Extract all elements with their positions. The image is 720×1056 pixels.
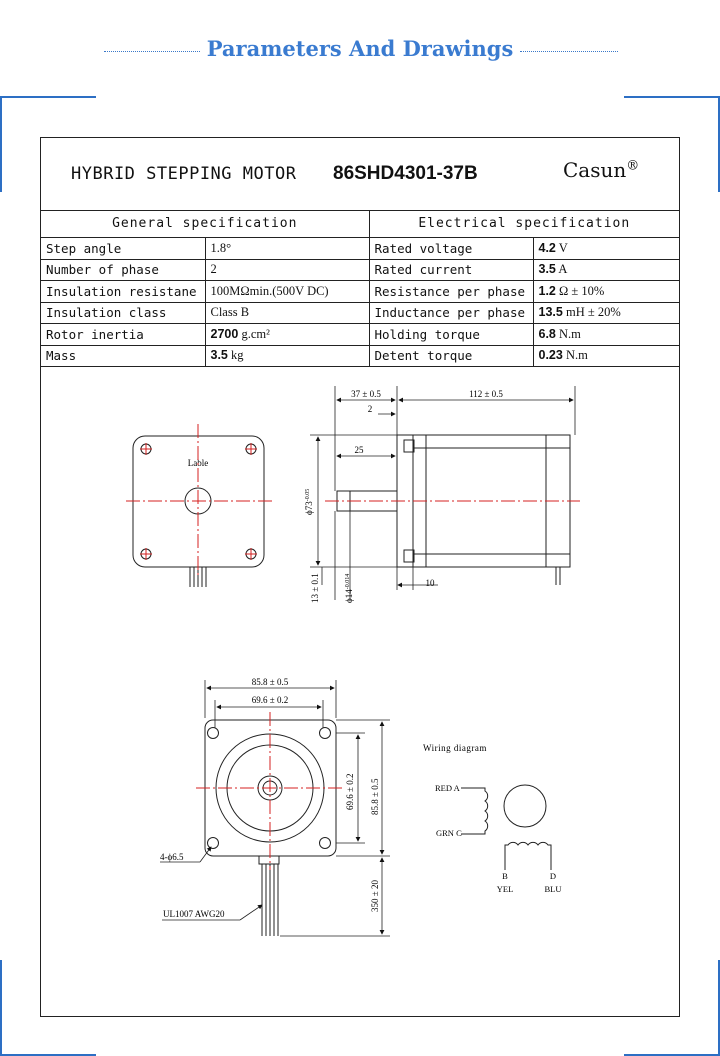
electrical-value-bold: 6.8 (538, 326, 556, 341)
registered-mark: ® (626, 158, 640, 174)
electrical-unit: N.m (559, 326, 581, 341)
wire-b: B (502, 871, 508, 881)
general-value-text: 1.8° (210, 240, 232, 255)
electrical-value-bold: 3.5 (538, 262, 556, 277)
electrical-label: Rated current (369, 259, 533, 281)
spec-table-header (41, 210, 679, 238)
electrical-label: Resistance per phase (369, 281, 533, 303)
general-value-text: 100MΩmin.(500V DC) (210, 283, 329, 298)
electrical-value-bold: 4.2 (538, 240, 556, 255)
electrical-value-bold: 13.5 (538, 305, 563, 320)
wire-red-a: RED A (435, 783, 460, 793)
electrical-label: Inductance per phase (369, 302, 533, 324)
electrical-value (533, 324, 679, 346)
hole-callout: 4-ϕ6.5 (160, 852, 184, 862)
wire-yel: YEL (496, 884, 514, 894)
dim-2: 2 (367, 404, 373, 414)
general-value (205, 238, 369, 260)
dim-858-h: 85.8 ± 0.5 (251, 677, 289, 687)
electrical-unit: N.m (565, 348, 588, 363)
table-row (41, 238, 679, 260)
spec-table (41, 210, 679, 367)
general-label: Step angle (41, 238, 205, 260)
label-text: Lable (187, 458, 209, 468)
table-row (41, 324, 679, 346)
dim-350: 350 ± 20 (370, 880, 380, 912)
dim-696-v: 69.6 ± 0.2 (345, 773, 355, 810)
electrical-value-bold: 1.2 (538, 283, 556, 298)
general-label: Rotor inertia (41, 324, 205, 346)
electrical-unit: V (558, 240, 568, 255)
electrical-value-bold: 0.23 (538, 348, 563, 363)
cable-callout: UL1007 AWG20 (163, 909, 225, 919)
wire-blu: BLU (544, 884, 562, 894)
electrical-label: Rated voltage (369, 238, 533, 260)
dim-858-v: 85.8 ± 0.5 (370, 778, 380, 815)
electrical-value (533, 281, 679, 303)
general-label: Mass (41, 345, 205, 367)
electrical-value (533, 345, 679, 367)
table-row (41, 259, 679, 281)
frame-corner-top-left-v (0, 96, 2, 192)
general-value (205, 324, 369, 346)
page-title: Parameters And Drawings (206, 36, 514, 61)
dim-14-value: ϕ14 (344, 589, 354, 603)
sheet-title: HYBRID STEPPING MOTOR (71, 164, 297, 184)
general-value (205, 345, 369, 367)
electrical-unit: mH ± 20% (565, 305, 621, 320)
general-value-bold: 2700 (210, 326, 239, 341)
table-row (41, 345, 679, 367)
brand-text: Casun (563, 158, 627, 182)
electrical-spec-heading: Electrical specification (369, 210, 679, 238)
spec-sheet (40, 137, 680, 1017)
electrical-value (533, 302, 679, 324)
table-row (41, 281, 679, 303)
wire-d: D (549, 871, 557, 881)
general-label: Insulation class (41, 302, 205, 324)
general-value-text: g.cm² (241, 326, 270, 341)
electrical-unit: A (558, 262, 568, 277)
frame-corner-top-right-h (624, 96, 720, 98)
dim-112: 112 ± 0.5 (469, 389, 503, 399)
general-label: Insulation resistane (41, 281, 205, 303)
general-spec-heading: General specification (41, 210, 369, 238)
electrical-label: Detent torque (369, 345, 533, 367)
wiring-title: Wiring diagram (423, 743, 487, 753)
electrical-value (533, 238, 679, 260)
dim-73-tolerance: -0.05 (305, 488, 311, 502)
general-value (205, 259, 369, 281)
general-value (205, 281, 369, 303)
dim-25: 25 (354, 445, 364, 455)
sheet-title-row (41, 138, 679, 211)
general-value-bold: 3.5 (210, 348, 228, 363)
dim-13: 13 ± 0.1 (310, 573, 320, 603)
general-value-text: Class B (210, 305, 250, 320)
brand-name (563, 158, 639, 182)
dim-73-value: ϕ73 (304, 501, 314, 515)
dim-37: 37 ± 0.5 (351, 389, 381, 399)
dim-14-tolerance: -0.014 (345, 573, 351, 590)
electrical-label: Holding torque (369, 324, 533, 346)
dim-10: 10 (425, 578, 435, 588)
dim-696-h: 69.6 ± 0.2 (251, 695, 289, 705)
frame-corner-top-left-h (0, 96, 96, 98)
general-value-text: 2 (210, 262, 217, 277)
general-value-text: kg (231, 348, 244, 363)
header-right-rule (520, 51, 618, 52)
general-label: Number of phase (41, 259, 205, 281)
page-header (0, 36, 720, 66)
model-number: 86SHD4301-37B (333, 163, 478, 184)
general-value (205, 302, 369, 324)
electrical-unit: Ω ± 10% (559, 283, 605, 298)
table-row (41, 302, 679, 324)
electrical-value (533, 259, 679, 281)
wire-grn-c: GRN C (436, 828, 462, 838)
frame-corner-bottom-left-v (0, 960, 2, 1056)
